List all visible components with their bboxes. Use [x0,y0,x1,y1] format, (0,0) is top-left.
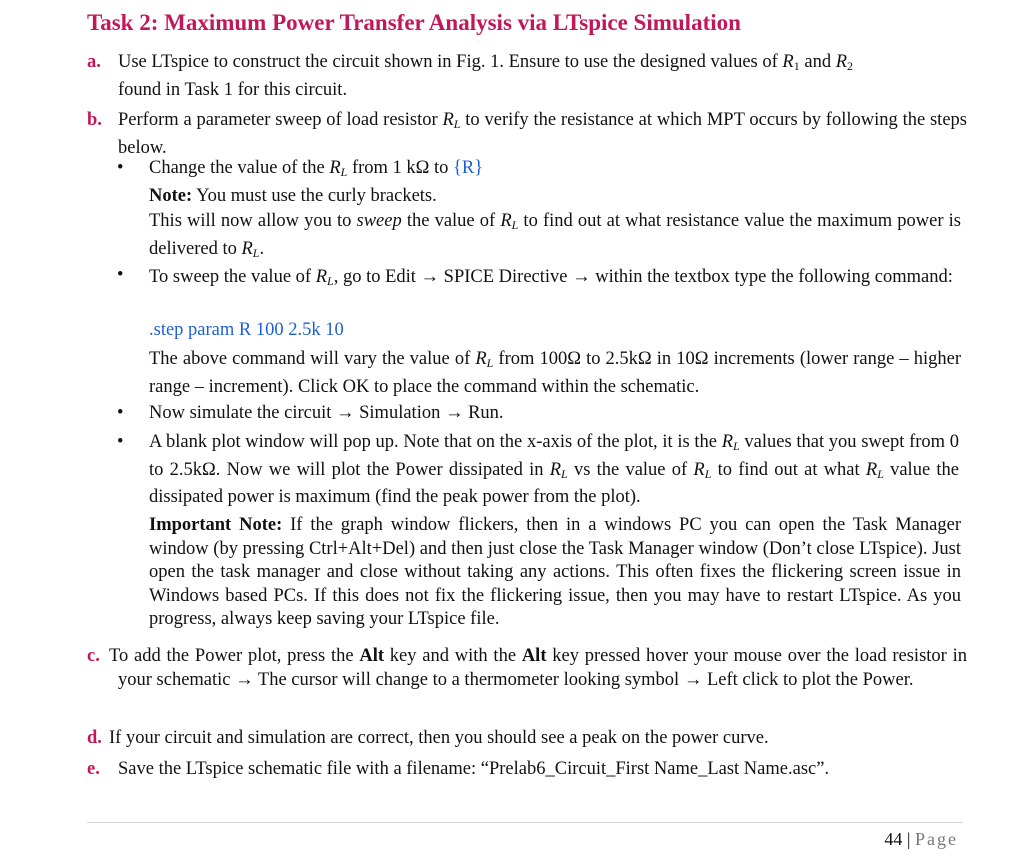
bullet-plot-window [117,431,959,510]
step-e [87,758,967,782]
sweep-explanation: This will now allow you to sweep the value of $R_L$ to find out at what resistance value the maximum power is delivered to $R_L$. [149,211,961,260]
bullet-plot-window-text: A blank plot window will pop up. Note that on the x-axis of the plot, it is the $R_L$ values that you swept from 0 to 2.5kΩ. Now we will plot the Power dissipated in $R_L$ vs the value of $R_L$ to find out at what $R_L$ value the dissipated power is maximum (find the peak power from the plot). [149,432,959,507]
bullet-sweep-rl-text: To sweep the value of $R_L$, go to Edit → SPICE Directive → within the textbox type the following command: [149,267,953,288]
step-c-text: To add the Power plot, press the Alt key and with the Alt key pressed hover your mouse over the load resistor in your schematic → The cursor will change to a thermometer looking symbol → Left click to plot the Power. [109,646,967,690]
bullet-simulate [117,402,959,426]
step-a-label: a. [87,52,101,72]
step-param-command: .step param R 100 2.5k 10 [149,320,344,340]
step-c [87,645,967,692]
step-e-text: Save the LTspice schematic file with a filename: “Prelab6_Circuit_First Name_Last Name.asc”. [118,759,830,779]
bullet-dot-icon: • [117,265,124,285]
step-d [87,727,967,751]
bullet-sweep-rl [117,264,959,295]
step-d-label: d. [87,728,102,748]
footer-divider [87,822,963,823]
page-number: 44 [884,829,903,849]
bullet-change-rl [117,157,959,208]
step-a-text: Use LTspice to construct the circuit shown in Fig. 1. Ensure to use the designed values of R1 and R2 found in Task 1 for this circuit. [118,52,854,100]
page-footer: 44 | Page [884,829,958,849]
bullet-change-rl-text: Change the value of the $R_L$ from 1 kΩ to {R} Note: You must use the curly brackets. [149,158,484,206]
important-note: Important Note: If the graph window flickers, then in a windows PC you can open the Task Manager window (by pressing Ctrl+Alt+Del) and then just close the Task Manager window (Don’t close LTspice). Just open the task manager and close without taking any actions. This often fixes the flickering screen issue in Windows based PCs. If this does not fix the flickering issue, then you may have to restart LTspice. As you progress, always keep saving your LTspice file. [149,515,961,629]
step-d-text: If your circuit and simulation are correct, then you should see a peak on the power curve. [109,728,769,748]
bullet-dot-icon: • [117,158,124,178]
page-word: Page [915,829,958,849]
step-b-text: Perform a parameter sweep of load resistor $R_L$ to verify the resistance at which MPT occurs by following the steps below. [118,110,967,158]
step-c-label: c. [87,646,100,666]
step-a [87,51,967,102]
vary-explanation: The above command will vary the value of $R_L$ from 100Ω to 2.5kΩ in 10Ω increments (lower range – higher range – increment). Click OK to place the command within the schematic. [149,349,961,397]
bullet-simulate-text: Now simulate the circuit → Simulation → Run. [149,403,504,423]
step-e-label: e. [87,759,100,779]
step-b [87,109,967,160]
task-title: Task 2: Maximum Power Transfer Analysis via LTspice Simulation [87,10,741,35]
curly-r-code: {R} [453,158,484,178]
bullet-dot-icon: • [117,432,124,452]
step-b-label: b. [87,110,102,130]
bullet-dot-icon: • [117,403,124,423]
